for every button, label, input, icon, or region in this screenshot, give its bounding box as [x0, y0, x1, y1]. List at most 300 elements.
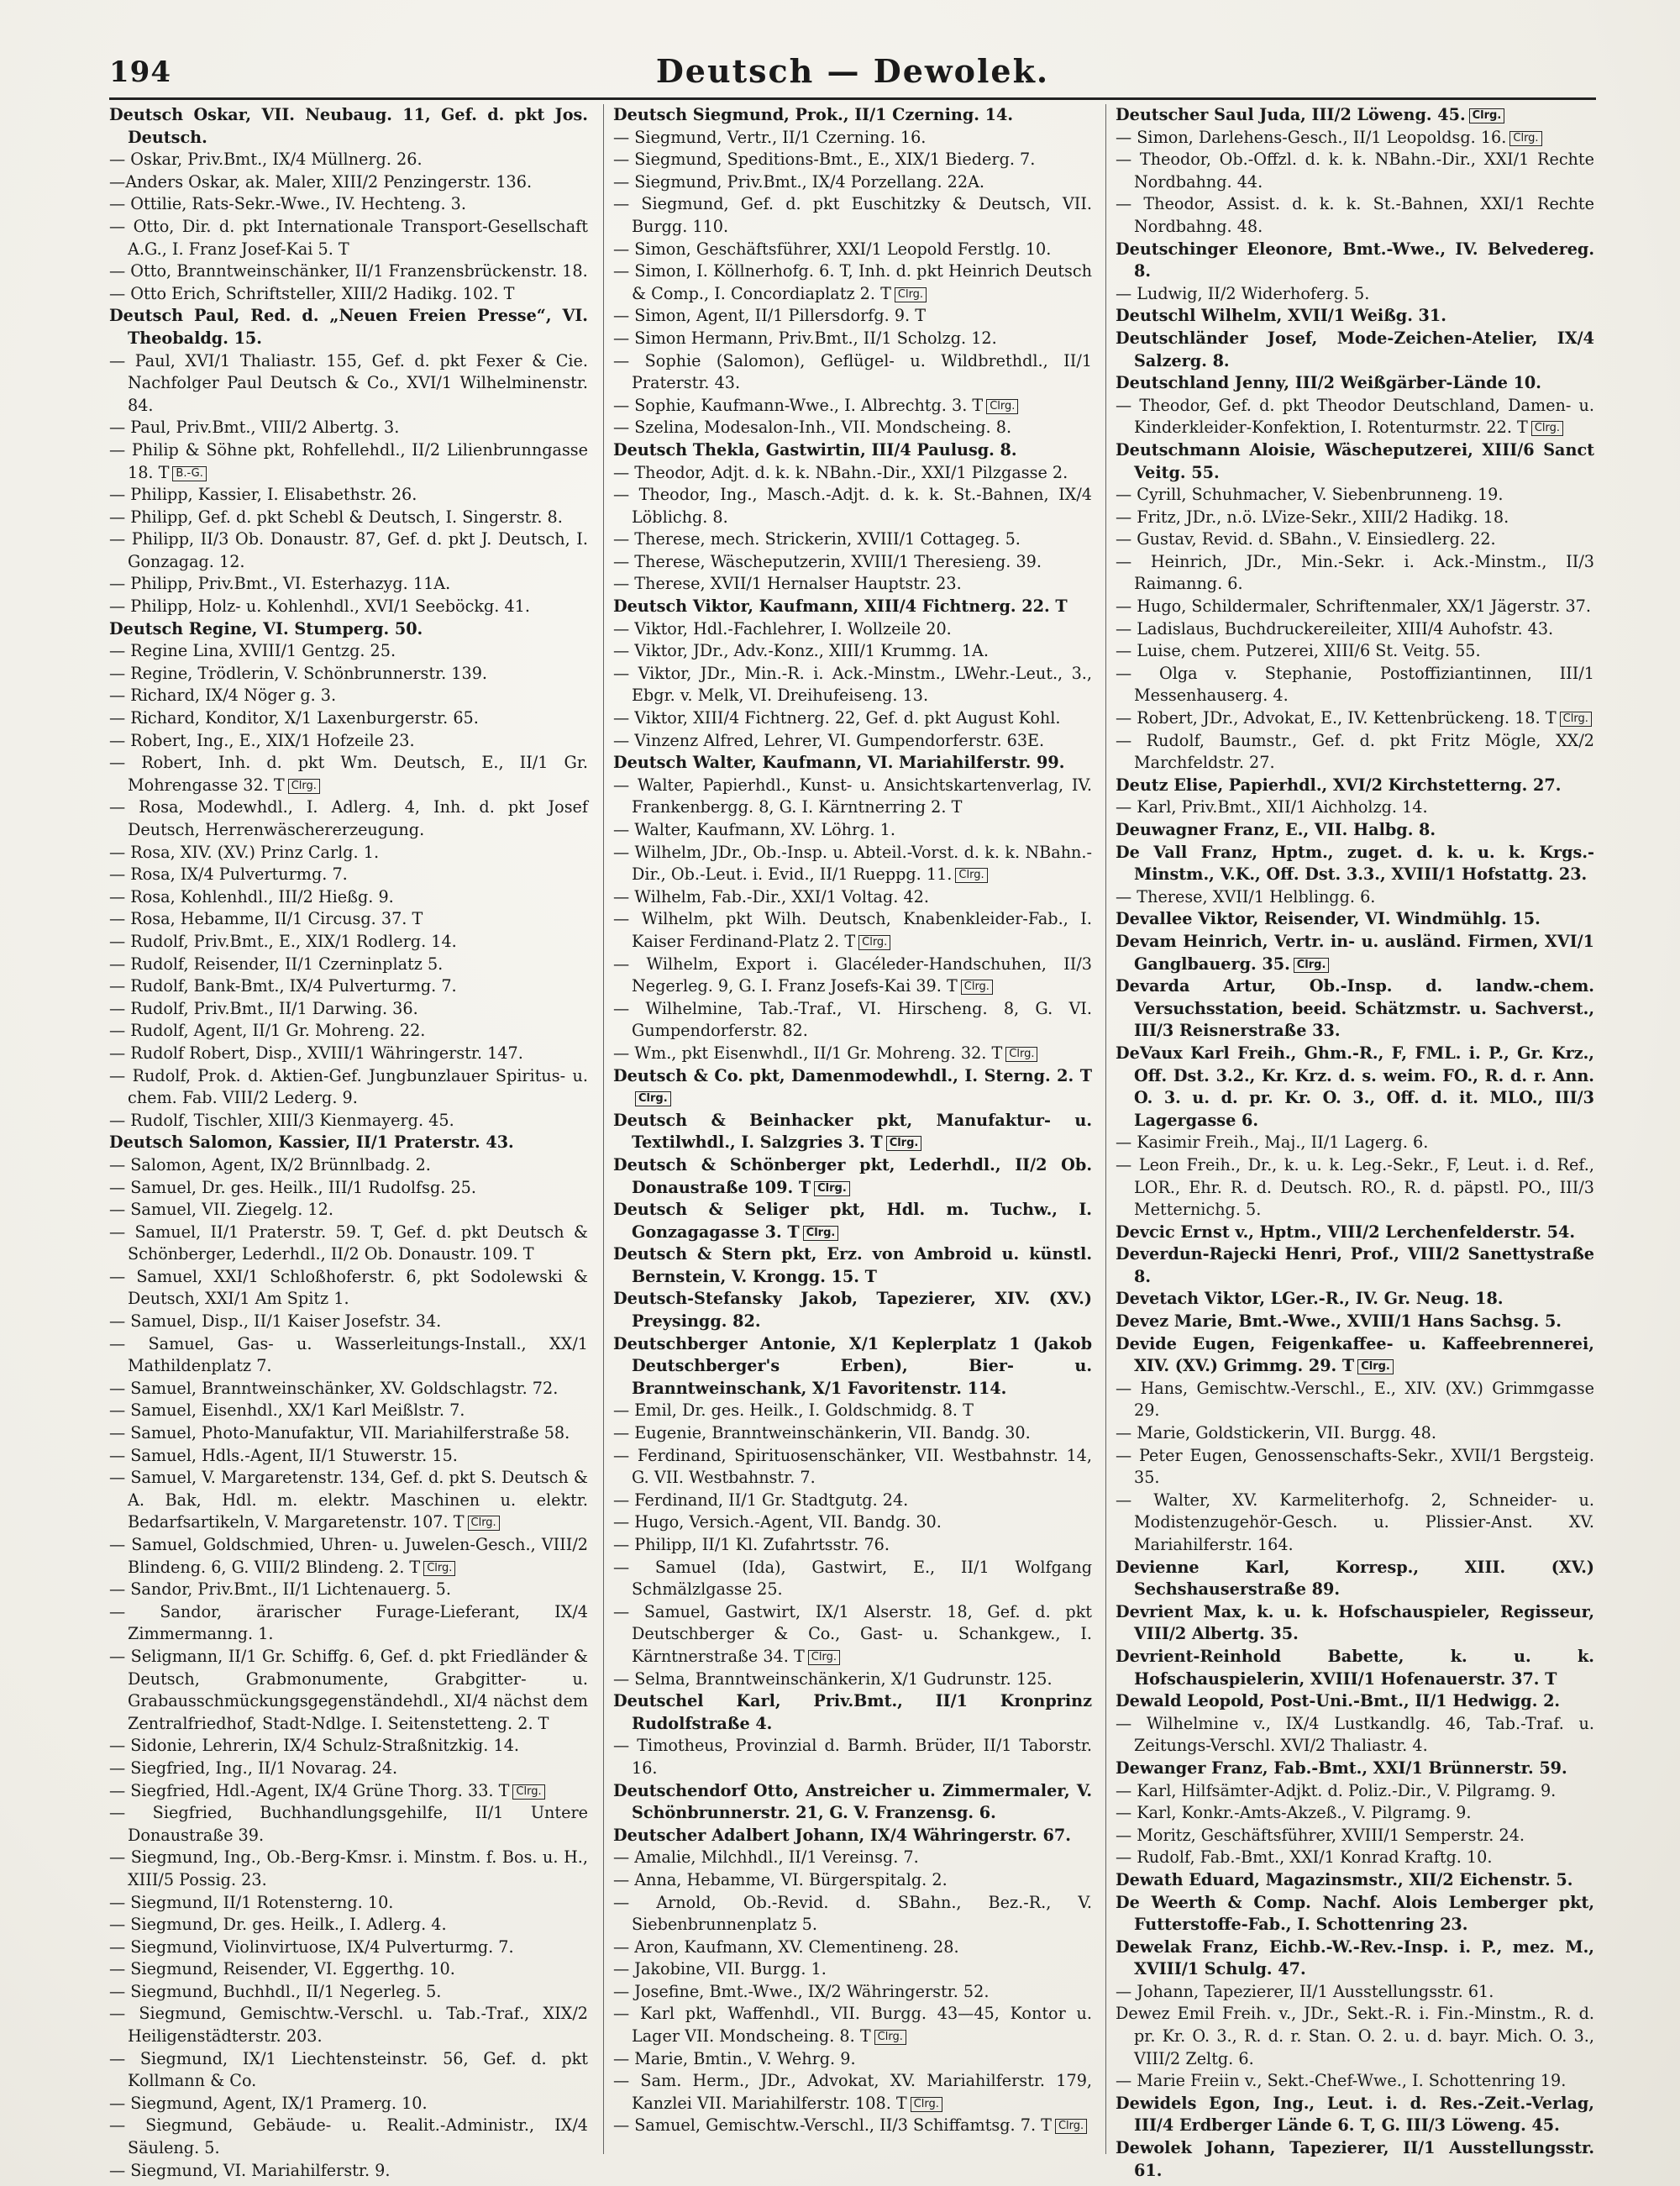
directory-entry: [1116, 1802, 1594, 1825]
directory-entry: [613, 1490, 1092, 1512]
directory-entry: [109, 796, 588, 841]
directory-heading-entry: [1116, 1936, 1594, 1981]
directory-entry: [613, 908, 1092, 953]
directory-heading-entry: [1116, 1333, 1594, 1378]
directory-entry: [613, 2070, 1092, 2115]
entry-text: — Theodor, Gef. d. pkt Theodor Deutschland, Damen- u. Kinderkleider-Konfektion, I. Rotenturmstr. 22. T: [1116, 395, 1594, 438]
directory-heading-entry: [109, 104, 588, 149]
directory-entry: [109, 998, 588, 1021]
directory-entry: [109, 1802, 588, 1847]
entry-text: — Theodor, Ob.-Offzl. d. k. k. NBahn.-Dir., XXI/1 Rechte Nordbahng. 44.: [1116, 150, 1594, 192]
directory-entry: [109, 1311, 588, 1333]
entry-text: — Samuel, Gemischtw.-Verschl., II/3 Schiffamtsg. 7. T: [613, 2115, 1052, 2136]
entry-text: — Hugo, Versich.-Agent, VII. Bandg. 30.: [613, 1512, 942, 1532]
entry-text: Deutschland Jenny, III/2 Weißgärber-Lände 10.: [1116, 373, 1541, 393]
directory-entry: [1116, 1713, 1594, 1758]
directory-entry: [613, 998, 1092, 1043]
directory-heading-entry: [1116, 439, 1594, 484]
entry-text: — Timotheus, Provinzial d. Barmh. Brüder, II/1 Taborstr. 16.: [613, 1736, 1092, 1778]
clearing-badge: Clrg.: [512, 1784, 544, 1800]
directory-entry: [109, 886, 588, 909]
entry-text: — Ferdinand, Spirituosenschänker, VII. Westbahnstr. 14, G. VII. Westbahnstr. 7.: [613, 1445, 1092, 1488]
entry-text: — Cyrill, Schuhmacher, V. Siebenbrunneng. 19.: [1116, 485, 1504, 505]
directory-entry: [613, 775, 1092, 819]
entry-text: — Siegmund, Violinvirtuose, IX/4 Pulverturmg. 7.: [109, 1936, 514, 1957]
directory-entry: [1116, 528, 1594, 551]
directory-entry: [1116, 193, 1594, 238]
directory-entry: [613, 618, 1092, 641]
directory-entry: [1116, 663, 1594, 707]
entry-text: — Samuel, XXI/1 Schloßhoferstr. 6, pkt Sodolewski & Deutsch, XXI/1 Am Spitz 1.: [109, 1266, 588, 1309]
directory-entry: [1116, 707, 1594, 730]
directory-entry: [613, 1511, 1092, 1534]
entry-text: — Siegmund, Vertr., II/1 Czerning. 16.: [613, 127, 927, 147]
directory-entry: [1116, 730, 1594, 775]
directory-heading-entry: [613, 1825, 1092, 1847]
directory-entry: [109, 596, 588, 618]
entry-text: — Samuel, Gas- u. Wasserleitungs-Install., XX/1 Mathildenplatz 7.: [109, 1333, 588, 1376]
directory-heading-entry: [1116, 328, 1594, 372]
entry-text: Devam Heinrich, Vertr. in- u. ausländ. Firmen, XVI/1 Ganglbauerg. 35.: [1116, 931, 1594, 974]
directory-entry: [109, 1534, 588, 1579]
entry-text: — Otto, Branntweinschänker, II/1 Franzensbrückenstr. 18.: [109, 261, 588, 281]
entry-text: Dewath Eduard, Magazinsmstr., XII/2 Eichenstr. 5.: [1116, 1869, 1573, 1889]
clearing-badge: Clrg.: [961, 980, 993, 995]
directory-entry: [613, 640, 1092, 663]
directory-heading-entry: [613, 752, 1092, 775]
entry-text: — Kasimir Freih., Maj., II/1 Lagerg. 6.: [1116, 1132, 1429, 1153]
directory-entry: [613, 1735, 1092, 1779]
entry-text: — Hans, Gemischtw.-Verschl., E., XIV. (XV.) Grimmgasse 29.: [1116, 1378, 1594, 1421]
entry-text: — Rudolf, Priv.Bmt., II/1 Darwing. 36.: [109, 998, 418, 1018]
directory-entry: [1116, 1780, 1594, 1803]
directory-heading-entry: [1116, 1557, 1594, 1601]
entry-text: Dewanger Franz, Fab.-Bmt., XXI/1 Brünnerstr. 59.: [1116, 1758, 1567, 1778]
directory-heading-entry: [1116, 2137, 1594, 2182]
entry-text: — Eugenie, Branntweinschänkerin, VII. Bandg. 30.: [613, 1423, 1031, 1443]
directory-heading-entry: [613, 1110, 1092, 1154]
directory-entry: [613, 1557, 1092, 1601]
entry-text: — Philip & Söhne pkt, Rohfellehdl., II/2 Lilienbrunngasse 18. T: [109, 439, 588, 482]
entry-text: — Amalie, Milchhdl., II/1 Vereinsg. 7.: [613, 1847, 919, 1868]
directory-entry: [109, 417, 588, 439]
entry-text: — Samuel, Gastwirt, IX/1 Alserstr. 18, Gef. d. pkt Deutschberger & Co., Gast- u. Schankgew., I. Kärntnerstraße 34. T: [613, 1601, 1092, 1666]
directory-entry: [613, 1668, 1092, 1691]
directory-heading-entry: [1116, 239, 1594, 283]
directory-entry: [1116, 1490, 1594, 1557]
clearing-badge: Clrg.: [1357, 1359, 1394, 1374]
entry-text: — Siegmund, II/1 Rotensterng. 10.: [109, 1892, 394, 1912]
directory-entry: [613, 886, 1092, 909]
directory-entry: [613, 1936, 1092, 1959]
directory-entry: [109, 1222, 588, 1266]
directory-entry: [613, 1422, 1092, 1445]
entry-text: — Rudolf Robert, Disp., XVIII/1 Währingerstr. 147.: [109, 1043, 523, 1063]
directory-entry: [1116, 1422, 1594, 1445]
directory-heading-entry: [613, 1065, 1092, 1110]
clearing-badge: Clrg.: [1509, 131, 1541, 146]
entry-text: — Wilhelm, JDr., Ob.-Insp. u. Abteil.-Vorst. d. k. k. NBahn.-Dir., Ob.-Leut. i. Evid., II/1 Rueppg. 11.: [613, 842, 1092, 885]
clearing-badge: Clrg.: [1294, 958, 1330, 973]
entry-text: — Viktor, JDr., Adv.-Konz., XIII/1 Krummg. 1A.: [613, 641, 990, 661]
entry-text: — Marie Freiin v., Sekt.-Chef-Wwe., I. Schottenring 19.: [1116, 2071, 1567, 2091]
column-1: [109, 104, 588, 2180]
directory-heading-entry: [1116, 1288, 1594, 1311]
directory-entry: [109, 975, 588, 998]
directory-entry: [1116, 1154, 1594, 1222]
directory-entry: [109, 1065, 588, 1110]
entry-text: Deutsch & Beinhacker pkt, Manufaktur- u. Textilwhdl., I. Salzgries 3. T: [613, 1110, 1092, 1153]
directory-entry: [109, 1579, 588, 1601]
directory-entry: [613, 2003, 1092, 2047]
entry-text: — Siegmund, Gemischtw.-Verschl. u. Tab.-Traf., XIX/2 Heiligenstädterstr. 203.: [109, 2004, 588, 2047]
entry-text: — Samuel, Goldschmied, Uhren- u. Juwelen-Gesch., VIII/2 Blindeng. 6, G. VIII/2 Blindeng. 2. T: [109, 1535, 588, 1577]
directory-entry: [613, 842, 1092, 886]
entry-text: Deutschinger Eleonore, Bmt.-Wwe., IV. Belvedereg. 8.: [1116, 239, 1594, 281]
directory-heading-entry: [613, 104, 1092, 127]
entry-text: — Philipp, II/3 Ob. Donaustr. 87, Gef. d. pkt J. Deutsch, I. Gonzagag. 12.: [109, 529, 588, 571]
directory-entry: [613, 663, 1092, 707]
directory-entry: [1116, 1378, 1594, 1422]
directory-entry: [613, 1981, 1092, 2004]
entry-text: — Regine, Trödlerin, V. Schönbrunnerstr. 139.: [109, 663, 488, 683]
directory-entry: [1116, 1445, 1594, 1490]
entry-text: — Rosa, Hebamme, II/1 Circusg. 37. T: [109, 909, 423, 929]
entry-text: — Simon, I. Köllnerhofg. 6. T, Inh. d. pkt Heinrich Deutsch & Comp., I. Concordiaplatz 2. T: [613, 261, 1092, 303]
directory-entry: [109, 2093, 588, 2115]
column-divider: [603, 104, 604, 2154]
entry-text: Deutschländer Josef, Mode-Zeichen-Atelier, IX/4 Salzerg. 8.: [1116, 328, 1594, 370]
directory-entry: [109, 954, 588, 976]
directory-entry: [1116, 2003, 1594, 2070]
entry-text: — Siegmund, Reisender, VI. Eggerthg. 10.: [109, 1959, 455, 1979]
directory-entry: [109, 842, 588, 864]
entry-text: — Peter Eugen, Genossenschafts-Sekr., XVII/1 Bergsteig. 35.: [1116, 1445, 1594, 1488]
directory-entry: [109, 149, 588, 171]
directory-heading-entry: [613, 1288, 1092, 1332]
directory-entry: [109, 573, 588, 596]
directory-heading-entry: [613, 1199, 1092, 1243]
directory-entry: [1116, 1132, 1594, 1154]
entry-text: — Simon, Darlehens-Gesch., II/1 Leopoldsg. 16.: [1116, 127, 1507, 147]
directory-heading-entry: [1116, 1869, 1594, 1892]
entry-text: Deutschmann Aloisie, Wäscheputzerei, XIII/6 Sanct Veitg. 55.: [1116, 439, 1594, 482]
directory-heading-entry: [1116, 372, 1594, 395]
entry-text: Deutsch-Stefansky Jakob, Tapezierer, XIV. (XV.) Preysingg. 82.: [613, 1289, 1092, 1332]
entry-text: — Rudolf, Fab.-Bmt., XXI/1 Konrad Kraftg. 10.: [1116, 1847, 1493, 1868]
entry-text: Deutscher Saul Juda, III/2 Löweng. 45.: [1116, 105, 1466, 124]
entry-text: — Sidonie, Lehrerin, IX/4 Schulz-Straßnitzkig. 14.: [109, 1736, 519, 1756]
entry-text: — Robert, Ing., E., XIX/1 Hofzeile 23.: [109, 730, 415, 750]
directory-heading-entry: [1116, 1758, 1594, 1780]
entry-text: — Siegmund, Speditions-Bmt., E., XIX/1 Biederg. 7.: [613, 150, 1036, 170]
entry-text: — Paul, XVI/1 Thaliastr. 155, Gef. d. pkt Fexer & Cie. Nachfolger Paul Deutsch & Co., XVI/1 Wilhelminenstr. 84.: [109, 350, 588, 415]
directory-entry: [109, 1958, 588, 1981]
directory-entry: [109, 2160, 588, 2183]
entry-text: — Otto, Dir. d. pkt Internationale Transport-Gesellschaft A.G., I. Franz Josef-Kai 5. T: [109, 216, 588, 259]
clearing-badge: Clrg.: [808, 1650, 840, 1665]
directory-heading-entry: [613, 1780, 1092, 1825]
directory-entry: [613, 1445, 1092, 1490]
entry-text: — Siegmund, Gebäude- u. Realit.-Administr., IX/4 Säuleng. 5.: [109, 2115, 588, 2158]
entry-text: — Rosa, XIV. (XV.) Prinz Carlg. 1.: [109, 842, 380, 862]
directory-entry: [613, 1534, 1092, 1557]
entry-text: Deutscher Adalbert Johann, IX/4 Währingerstr. 67.: [613, 1825, 1071, 1845]
entry-text: Deutsch Walter, Kaufmann, VI. Mariahilferstr. 99.: [613, 753, 1065, 773]
directory-entry: [109, 2003, 588, 2047]
entry-text: — Samuel, II/1 Praterstr. 59. T, Gef. d. pkt Deutsch & Schönberger, Lederhdl., II/2 Ob. Donaustr. 109. T: [109, 1222, 588, 1264]
directory-entry: [613, 1892, 1092, 1936]
entry-text: — Richard, IX/4 Nöger g. 3.: [109, 686, 337, 706]
directory-heading-entry: [613, 1154, 1092, 1199]
entry-text: Deutsch Oskar, VII. Neubaug. 11, Gef. d. pkt Jos. Deutsch.: [109, 105, 588, 147]
directory-entry: [613, 573, 1092, 596]
entry-text: — Richard, Konditor, X/1 Laxenburgerstr. 65.: [109, 708, 479, 728]
entry-text: — Ladislaus, Buchdruckereileiter, XIII/4 Auhofstr. 43.: [1116, 618, 1554, 638]
entry-text: — Simon, Agent, II/1 Pillersdorfg. 9. T: [613, 306, 927, 326]
directory-entry: [109, 528, 588, 573]
directory-entry: [109, 1936, 588, 1959]
entry-text: — Siegmund, Dr. ges. Heilk., I. Adlerg. 4.: [109, 1915, 447, 1935]
directory-entry: [613, 1869, 1092, 1892]
directory-heading-entry: [109, 618, 588, 641]
directory-heading-entry: [1116, 975, 1594, 1043]
entry-text: — Philipp, II/1 Kl. Zufahrtsstr. 76.: [613, 1535, 890, 1554]
directory-entry: [1116, 796, 1594, 819]
entry-text: — Therese, XVII/1 Helblingg. 6.: [1116, 886, 1376, 906]
directory-entry: [1116, 149, 1594, 193]
column-2: [613, 104, 1092, 2154]
directory-heading-entry: [1116, 1222, 1594, 1244]
directory-entry: [613, 305, 1092, 328]
clearing-badge: Clrg.: [955, 868, 987, 883]
directory-entry: [1116, 1825, 1594, 1847]
entry-text: Deutsch Paul, Red. d. „Neuen Freien Presse“, VI. Theobaldg. 15.: [109, 306, 588, 348]
entry-text: — Sam. Herm., JDr., Advokat, XV. Mariahilferstr. 179, Kanzlei VII. Mariahilferstr. 108. T: [613, 2071, 1092, 2113]
entry-text: — Ludwig, II/2 Widerhoferg. 5.: [1116, 283, 1370, 303]
entry-text: — Karl pkt, Waffenhdl., VII. Burgg. 43—45, Kontor u. Lager VII. Mondscheing. 8. T: [613, 2004, 1092, 2047]
entry-text: — Paul, Priv.Bmt., VIII/2 Albertg. 3.: [109, 418, 400, 438]
entry-text: Dewolek Johann, Tapezierer, II/1 Ausstellungsstr. 61.: [1116, 2138, 1594, 2180]
entry-text: — Karl, Priv.Bmt., XII/1 Aichholzg. 14.: [1116, 797, 1428, 817]
entry-text: — Leon Freih., Dr., k. u. k. Leg.-Sekr., F, Leut. i. d. Ref., LOR., Ehr. R. d. Deutsch. RO., R. d. päpstl. PO., III/3 Metternichg. 5.: [1116, 1154, 1594, 1220]
directory-entry: [109, 1400, 588, 1422]
directory-entry: [1116, 395, 1594, 439]
directory-entry: [109, 663, 588, 686]
entry-text: — Rudolf, Baumstr., Gef. d. pkt Fritz Mögle, XX/2 Marchfeldstr. 27.: [1116, 730, 1594, 773]
directory-entry: [613, 730, 1092, 753]
entry-text: — Wilhelm, Fab.-Dir., XXI/1 Voltag. 42.: [613, 886, 929, 906]
directory-entry: [109, 1154, 588, 1177]
directory-entry: [613, 484, 1092, 528]
entry-text: — Rosa, Modewhdl., I. Adlerg. 4, Inh. d. pkt Josef Deutsch, Herrenwäschererzeugung.: [109, 797, 588, 839]
directory-entry: [109, 1177, 588, 1200]
directory-entry: [613, 819, 1092, 842]
entry-text: — Selma, Branntweinschänkerin, X/1 Gudrunstr. 125.: [613, 1668, 1053, 1689]
directory-entry: [1116, 283, 1594, 306]
directory-entry: [109, 1043, 588, 1065]
clearing-badge: Clrg.: [886, 1136, 922, 1151]
directory-entry: [1116, 640, 1594, 663]
entry-text: — Siegfried, Ing., II/1 Novarag. 24.: [109, 1758, 398, 1778]
directory-entry: [1116, 551, 1594, 596]
entry-text: — Olga v. Stephanie, Postoffiziantinnen, III/1 Messenhauserg. 4.: [1116, 663, 1594, 706]
directory-entry: [109, 1422, 588, 1445]
entry-text: — Robert, JDr., Advokat, E., IV. Kettenbrückeng. 18. T: [1116, 708, 1557, 728]
directory-heading-entry: [1116, 1646, 1594, 1690]
directory-entry: [613, 417, 1092, 439]
directory-entry: [109, 2048, 588, 2093]
entry-text: — Sandor, Priv.Bmt., II/1 Lichtenauerg. 5.: [109, 1579, 451, 1600]
entry-text: — Samuel, Eisenhdl., XX/1 Karl Meißlstr. 7.: [109, 1400, 465, 1421]
directory-entry: [109, 730, 588, 753]
entry-text: Deutsch & Schönberger pkt, Lederhdl., II/2 Ob. Donaustraße 109. T: [613, 1154, 1092, 1197]
entry-text: — Samuel, Branntweinschänker, XV. Goldschlagstr. 72.: [109, 1378, 559, 1398]
entry-text: — Sandor, ärarischer Furage-Lieferant, IX/4 Zimmermanng. 1.: [109, 1601, 588, 1644]
directory-heading-entry: [613, 1243, 1092, 1288]
directory-entry: [109, 1847, 588, 1891]
directory-heading-entry: [613, 439, 1092, 462]
directory-entry: [109, 260, 588, 283]
directory-entry: [109, 1199, 588, 1222]
entry-text: Dewald Leopold, Post-Uni.-Bmt., II/1 Hedwigg. 2.: [1116, 1691, 1561, 1711]
entry-text: Dewelak Franz, Eichb.-W.-Rev.-Insp. i. P., mez. M., XVIII/1 Schulg. 47.: [1116, 1936, 1594, 1979]
entry-text: Devez Marie, Bmt.-Wwe., XVIII/1 Hans Sachsg. 5.: [1116, 1311, 1562, 1332]
entry-text: — Siegmund, Agent, IX/1 Pramerg. 10.: [109, 2093, 428, 2113]
directory-entry: [613, 2115, 1092, 2137]
entry-text: Devcic Ernst v., Hptm., VIII/2 Lerchenfelderstr. 54.: [1116, 1222, 1576, 1242]
entry-text: — Johann, Tapezierer, II/1 Ausstellungsstr. 61.: [1116, 1981, 1494, 2001]
entry-text: — Samuel, VII. Ziegelg. 12.: [109, 1200, 333, 1220]
directory-entry: [109, 707, 588, 730]
entry-text: — Josefine, Bmt.-Wwe., IX/2 Währingerstr. 52.: [613, 1981, 990, 2001]
directory-entry: [109, 752, 588, 796]
clearing-badge: Clrg.: [1005, 1047, 1037, 1062]
page-header: [109, 50, 1596, 97]
directory-entry: [613, 395, 1092, 418]
entry-text: — Theodor, Ing., Masch.-Adjt. d. k. k. St.-Bahnen, IX/4 Löblichg. 8.: [613, 485, 1092, 527]
entry-text: — Marie, Bmtin., V. Wehrg. 9.: [613, 2048, 856, 2068]
entry-text: — Rudolf, Prok. d. Aktien-Gef. Jungbunzlauer Spiritus- u. chem. Fab. VIII/2 Lederg. 9.: [109, 1065, 588, 1108]
entry-text: — Wilhelmine, Tab.-Traf., VI. Hirscheng. 8, G. VI. Gumpendorferstr. 82.: [613, 998, 1092, 1041]
column-3: [1116, 104, 1594, 2180]
clearing-badge: B.-G.: [172, 466, 206, 481]
entry-text: — Therese, XVII/1 Hernalser Hauptstr. 23.: [613, 574, 962, 594]
entry-text: — Wilhelmine v., IX/4 Lustkandlg. 46, Tab.-Traf. u. Zeitungs-Verschl. XVI/2 Thaliastr. 4.: [1116, 1713, 1594, 1756]
directory-entry: [1116, 484, 1594, 507]
directory-entry: [109, 1780, 588, 1803]
directory-entry: [109, 1445, 588, 1468]
clearing-badge: Clrg.: [803, 1226, 839, 1241]
directory-entry: [109, 908, 588, 931]
entry-text: — Regine Lina, XVIII/1 Gentzg. 25.: [109, 641, 396, 661]
directory-heading-entry: [109, 1132, 588, 1154]
directory-heading-entry: [1116, 775, 1594, 797]
directory-entry: [109, 1378, 588, 1400]
entry-text: Deutsch Thekla, Gastwirtin, III/4 Paulusg. 8.: [613, 439, 1017, 460]
entry-text: Deutsch Siegmund, Prok., II/1 Czerning. 14.: [613, 105, 1014, 124]
entry-text: — Simon, Geschäftsführer, XXI/1 Leopold Ferstlg. 10.: [613, 239, 1052, 259]
directory-entry: [109, 1758, 588, 1780]
entry-text: — Marie, Goldstickerin, VII. Burgg. 48.: [1116, 1423, 1436, 1443]
directory-entry: [613, 127, 1092, 150]
entry-text: Deuwagner Franz, E., VII. Halbg. 8.: [1116, 820, 1436, 839]
entry-text: — Siegmund, Gef. d. pkt Euschitzky & Deutsch, VII. Burgg. 110.: [613, 194, 1092, 236]
directory-entry: [109, 216, 588, 260]
entry-text: Deutsch Viktor, Kaufmann, XIII/4 Fichtnerg. 22. T: [613, 596, 1068, 617]
entry-text: Devetach Viktor, LGer.-R., IV. Gr. Neug. 18.: [1116, 1289, 1504, 1309]
directory-entry: [109, 931, 588, 954]
directory-entry: [109, 1467, 588, 1534]
directory-entry: [109, 1892, 588, 1915]
entry-text: — Vinzenz Alfred, Lehrer, VI. Gumpendorferstr. 63E.: [613, 730, 1045, 750]
entry-text: De Weerth & Comp. Nachf. Alois Lemberger pkt, Futterstoffe-Fab., I. Schottenring 23.: [1116, 1892, 1594, 1935]
directory-entry: [613, 239, 1092, 261]
entry-text: — Luise, chem. Putzerei, XIII/6 St. Veitg. 55.: [1116, 641, 1481, 661]
directory-entry: [613, 528, 1092, 551]
clearing-badge: Clrg.: [1560, 712, 1592, 727]
clearing-badge: Clrg.: [1055, 2119, 1087, 2134]
clearing-badge: Clrg.: [874, 2030, 906, 2045]
directory-heading-entry: [1116, 908, 1594, 931]
entry-text: — Fritz, JDr., n.ö. LVize-Sekr., XIII/2 Hadikg. 18.: [1116, 507, 1509, 527]
entry-text: — Arnold, Ob.-Revid. d. SBahn., Bez.-R., V. Siebenbrunnenplatz 5.: [613, 1892, 1092, 1935]
entry-text: — Rudolf, Agent, II/1 Gr. Mohreng. 22.: [109, 1021, 426, 1041]
clearing-badge: Clrg.: [1469, 108, 1505, 123]
directory-entry: [109, 1266, 588, 1311]
header-rule: [109, 97, 1596, 100]
entry-text: Deutz Elise, Papierhdl., XVI/2 Kirchstetterng. 27.: [1116, 775, 1562, 795]
entry-text: Devrient Max, k. u. k. Hofschauspieler, Regisseur, VIII/2 Albertg. 35.: [1116, 1601, 1594, 1644]
page-number: 194: [109, 55, 171, 89]
entry-text: Dewez Emil Freih. v., JDr., Sekt.-R. i. Fin.-Minstm., R. d. pr. Kr. O. 3., R. d. r. Stan. O. 2. u. d. bayr. Mich. O. 3., VIII/2 Zeltg. 6.: [1116, 2004, 1594, 2068]
entry-text: — Sophie (Salomon), Geflügel- u. Wildbrethdl., II/1 Praterstr. 43.: [613, 350, 1092, 393]
clearing-badge: Clrg.: [423, 1561, 455, 1576]
entry-text: Devienne Karl, Korresp., XIII. (XV.) Sechshauserstraße 89.: [1116, 1557, 1594, 1600]
entry-text: — Jakobine, VII. Burgg. 1.: [613, 1959, 827, 1979]
entry-text: — Therese, mech. Strickerin, XVIII/1 Cottageg. 5.: [613, 529, 1021, 549]
column-divider: [1105, 104, 1106, 2154]
entry-text: — Szelina, Modesalon-Inh., VII. Mondscheing. 8.: [613, 418, 1012, 438]
entry-text: — Seligmann, II/1 Gr. Schiffg. 6, Gef. d. pkt Friedländer & Deutsch, Grabmonumente, Grabgitter- u. Grabausschmückungsgegenständehdl., XI/4 nächst dem Zentralfriedhof, Stadt-Ndlge. I. Seitenstetteng. 2. T: [109, 1646, 588, 1733]
entry-text: — Gustav, Revid. d. SBahn., V. Einsiedlerg. 22.: [1116, 529, 1496, 549]
entry-text: — Samuel, Disp., II/1 Kaiser Josefstr. 34.: [109, 1311, 442, 1332]
directory-entry: [109, 1981, 588, 2004]
entry-text: — Siegmund, Buchhdl., II/1 Negerleg. 5.: [109, 1981, 442, 2001]
directory-entry: [109, 864, 588, 886]
entry-text: — Karl, Konkr.-Amts-Akzeß., V. Pilgramg. 9.: [1116, 1803, 1472, 1823]
directory-entry: [613, 462, 1092, 485]
directory-entry: [109, 1735, 588, 1758]
entry-text: — Salomon, Agent, IX/2 Brünnlbadg. 2.: [109, 1154, 431, 1174]
clearing-badge: Clrg.: [858, 935, 890, 950]
directory-heading-entry: [1116, 305, 1594, 328]
entry-text: Devallee Viktor, Reisender, VI. Windmühlg. 15.: [1116, 909, 1541, 929]
directory-entry: [613, 1847, 1092, 1869]
directory-heading-entry: [109, 305, 588, 349]
entry-text: — Ottilie, Rats-Sekr.-Wwe., IV. Hechteng. 3.: [109, 194, 466, 214]
entry-text: — Samuel, V. Margaretenstr. 134, Gef. d. pkt S. Deutsch & A. Bak, Hdl. m. elektr. Maschinen u. elektr. Bedarfsartikeln, V. Margaretenstr. 107. T: [109, 1468, 588, 1532]
entry-text: Deutsch & Stern pkt, Erz. von Ambroid u. künstl. Bernstein, V. Krongg. 15. T: [613, 1244, 1092, 1286]
directory-heading-entry: [1116, 1892, 1594, 1936]
directory-entry: [109, 1110, 588, 1132]
directory-entry: [613, 328, 1092, 350]
directory-entry: [613, 954, 1092, 998]
directory-entry: [1116, 1847, 1594, 1869]
directory-entry: [109, 193, 588, 216]
directory-entry: [109, 1020, 588, 1043]
entry-text: Devarda Artur, Ob.-Insp. d. landw.-chem. Versuchsstation, beeid. Schätzmstr. u. Sachverst., III/3 Reisnerstraße 33.: [1116, 976, 1594, 1041]
